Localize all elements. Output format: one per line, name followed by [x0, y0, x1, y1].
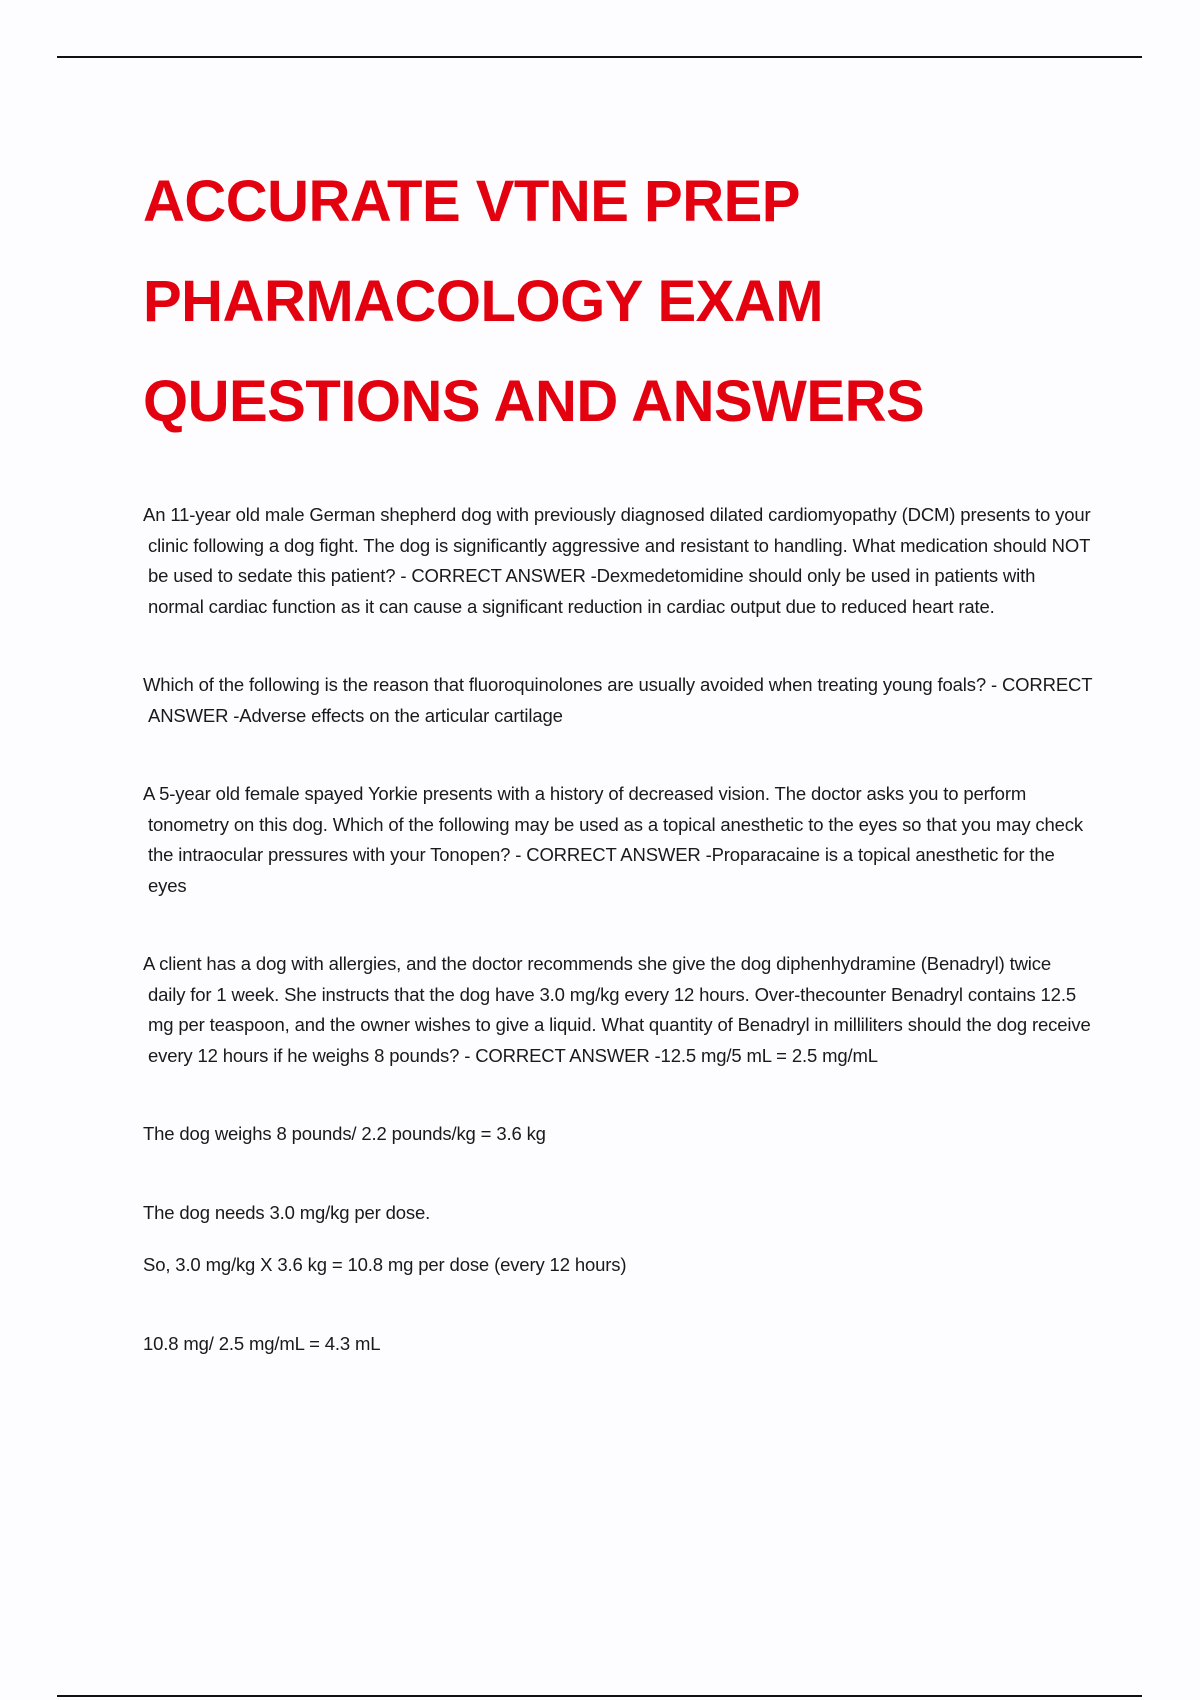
- document-body: [143, 500, 1093, 1359]
- calculation-line: The dog needs 3.0 mg/kg per dose.: [143, 1201, 431, 1223]
- title-line: PHARMACOLOGY EXAM: [143, 269, 824, 334]
- title-line: ACCURATE VTNE PREP: [143, 169, 800, 234]
- calculation-line: 10.8 mg/ 2.5 mg/mL = 4.3 mL: [143, 1332, 381, 1354]
- calculation-line: So, 3.0 mg/kg X 3.6 kg = 10.8 mg per dose (every 12 hours): [143, 1254, 627, 1275]
- qa-item: A 5-year old female spayed Yorkie presents with a history of decreased vision. The doctor asks you to perform tonometry on this dog. Which of the following may be used as a topical anesthetic to the eyes so that you may check the intraocular pressures with your Tonopen? - CORRECT ANSWER -Proparacaine is a topical anesthetic for the eyes: [143, 783, 1083, 896]
- footer-rule: [57, 1695, 1142, 1697]
- qa-item: Which of the following is the reason that fluoroquinolones are usually avoided when treating young foals? - CORRECT ANSWER -Adverse effects on the articular cartilage: [143, 674, 1093, 726]
- qa-item: An 11-year old male German shepherd dog with previously diagnosed dilated cardiomyopathy (DCM) presents to your clinic following a dog fight. The dog is significantly aggressive and resistant to handling. What medication should NOT be used to sedate this patient? - CORRECT ANSWER -Dexmedetomidine should only be used in patients with normal cardiac function as it can cause a significant reduction in cardiac output due to reduced heart rate.: [143, 504, 1091, 617]
- qa-item: A client has a dog with allergies, and the doctor recommends she give the dog diphenhydramine (Benadryl) twice daily for 1 week. She instructs that the dog have 3.0 mg/kg every 12 hours. Over-thecounter Benadryl contains 12.5 mg per teaspoon, and the owner wishes to give a liquid. What quantity of Benadryl in milliliters should the dog receive every 12 hours if he weighs 8 pounds? - CORRECT ANSWER -12.5 mg/5 mL = 2.5 mg/mL: [143, 953, 1091, 1066]
- title-line: QUESTIONS AND ANSWERS: [143, 369, 925, 434]
- calculation-line: The dog weighs 8 pounds/ 2.2 pounds/kg = 3.6 kg: [143, 1123, 546, 1144]
- header-rule: [57, 56, 1142, 58]
- document-title: [143, 152, 1143, 452]
